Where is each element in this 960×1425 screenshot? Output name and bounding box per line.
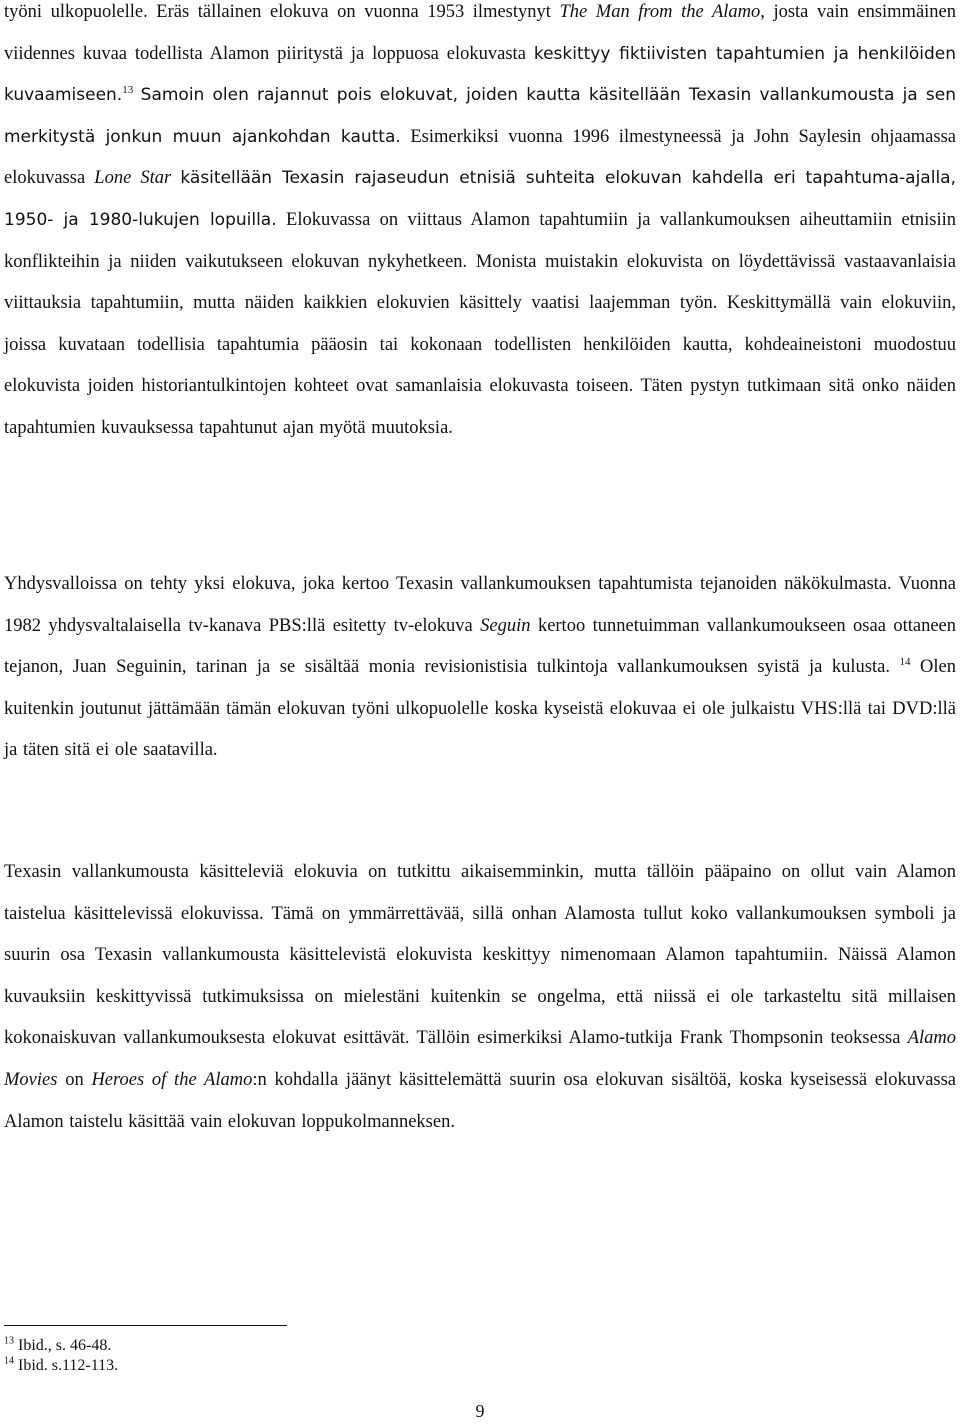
paragraph-1 <box>4 0 956 450</box>
p1-sentence-2b: , josta vain ensimmäinen viidennes kuvaa todellista Alamon piiritystä ja loppuosa elokuvasta <box>4 2 957 64</box>
film-title-heroes-of-the-alamo: Heroes of the Alamo <box>91 1069 253 1090</box>
p1-sentence-4b: käsitellään Texasin rajaseudun etnisiä suhteita elokuvan kahdella eri tapahtuma-ajalla, 1950- ja 1980-lukujen lopuilla. <box>4 168 956 230</box>
footnote-13 <box>4 1336 118 1356</box>
footnote-divider <box>4 1325 287 1326</box>
book-title-alamo-movies: Alamo Movies <box>4 1028 957 1090</box>
p1-sentence-3: Samoin olen rajannut pois elokuvat, joiden kautta käsitellään Texasin vallankumousta ja sen merkitystä jonkun muun ajankohdan kautta. <box>4 85 956 147</box>
p1-sentence-1: työni ulkopuolelle. <box>4 2 148 22</box>
footnote-ref-14[interactable]: 14 <box>899 656 911 669</box>
p2-text-a: Yhdysvalloissa on tehty yksi elokuva, joka kertoo Texasin vallankumouksen tapahtumista tejanoiden näkökulmasta. Vuonna 1982 yhdysvaltalaisella tv-kanava PBS:llä esitetty tv-elokuva <box>4 574 956 636</box>
p3-text-b: :n kohdalla jäänyt käsittelemättä suurin osa elokuvan sisältöä, koska kyseisessä elokuvassa Alamon taistelu käsittää vain elokuvan loppukolmanneksen. <box>4 1069 957 1132</box>
footnote-text: Ibid., s. 46-48. <box>18 1337 112 1354</box>
p1-sentence-5: Elokuvassa on viittaus Alamon tapahtumiin ja vallankumouksen aiheuttamiin etnisiin konflikteihin ja niiden vaikutukseen elokuvan nykyhetkeen. Monista muistakin elokuvista on löydettävissä vastaavanlaisia viittauksia tapahtumiin, mutta näiden kaikkien elokuvien käsittely vaatisi laajemman työn. Keskittymällä vain elokuviin, joissa kuvataan todellisia tapahtumia pääosin tai kokonaan todellisten henkilöiden kautta, kohdeaineistoni muodostuu elokuvista joiden historiantulkintojen kohteet ovat samanlaisia elokuvasta toiseen. Täten pystyn tutkimaan sitä onko näiden tapahtumien kuvauksessa tapahtunut ajan myötä muutoksia. <box>4 209 956 438</box>
footnote-14 <box>4 1356 118 1376</box>
paragraph-3 <box>4 852 956 1143</box>
p1-sentence-2a: Eräs tällainen elokuva on vuonna 1953 ilmestynyt <box>156 2 551 22</box>
film-title-lone-star: Lone Star <box>94 168 172 189</box>
p1-sentence-4a: Esimerkiksi vuonna 1996 ilmestyneessä ja John Saylesin ohjaamassa elokuvassa <box>4 126 956 189</box>
film-title-seguin: Seguin <box>480 615 531 636</box>
footnote-ref-13[interactable]: 13 <box>122 84 134 97</box>
p3-text-a: Texasin vallankumousta käsitteleviä elokuvia on tutkittu aikaisemminkin, mutta tällöin pääpaino on ollut vain Alamon taistelua käsittelevissä elokuvissa. Tämä on ymmärrettävää, sillä onhan Alamosta tullut koko vallankumouksen symboli ja suurin osa Texasin vallankumousta käsittelevistä elokuvista keskittyy nimenomaan Alamon tapahtumiin. Näissä Alamon kuvauksiin keskittyvissä tutkimuksissa on mielestäni kuitenkin se ongelma, että niissä ei ole tarkasteltu sitä millaisen kokonaiskuvan vallankumouksesta elokuvat esittävät. Tällöin esimerkiksi Alamo-tutkija Frank Thompsonin teoksessa <box>4 862 956 1049</box>
footnote-text: Ibid. s.112-113. <box>18 1357 119 1374</box>
footnote-number: 13 <box>4 1335 14 1347</box>
paragraph-2 <box>4 564 956 772</box>
p1-sentence-2c: keskittyy fiktiivisten tapahtumien ja henkilöiden kuvaamiseen. <box>4 43 957 106</box>
p3-text-on: on <box>65 1069 84 1090</box>
film-title-man-from-alamo: The Man from the Alamo <box>559 2 761 22</box>
page-number: 9 <box>475 1401 485 1421</box>
p2-text-c: Olen kuitenkin joutunut jättämään tämän elokuvan työni ulkopuolelle koska kyseistä elokuvaa ei ole julkaistu VHS:llä tai DVD:llä ja täten sitä ei ole saatavilla. <box>4 657 957 761</box>
p2-text-b: kertoo tunnetuimman vallankumoukseen osaa ottaneen tejanon, Juan Seguinin, tarinan ja se sisältää monia revisionistisia tulkintoja vallankumouksen syistä ja kulusta. <box>4 615 957 678</box>
footnotes <box>4 1336 118 1376</box>
footnote-number: 14 <box>4 1355 14 1367</box>
